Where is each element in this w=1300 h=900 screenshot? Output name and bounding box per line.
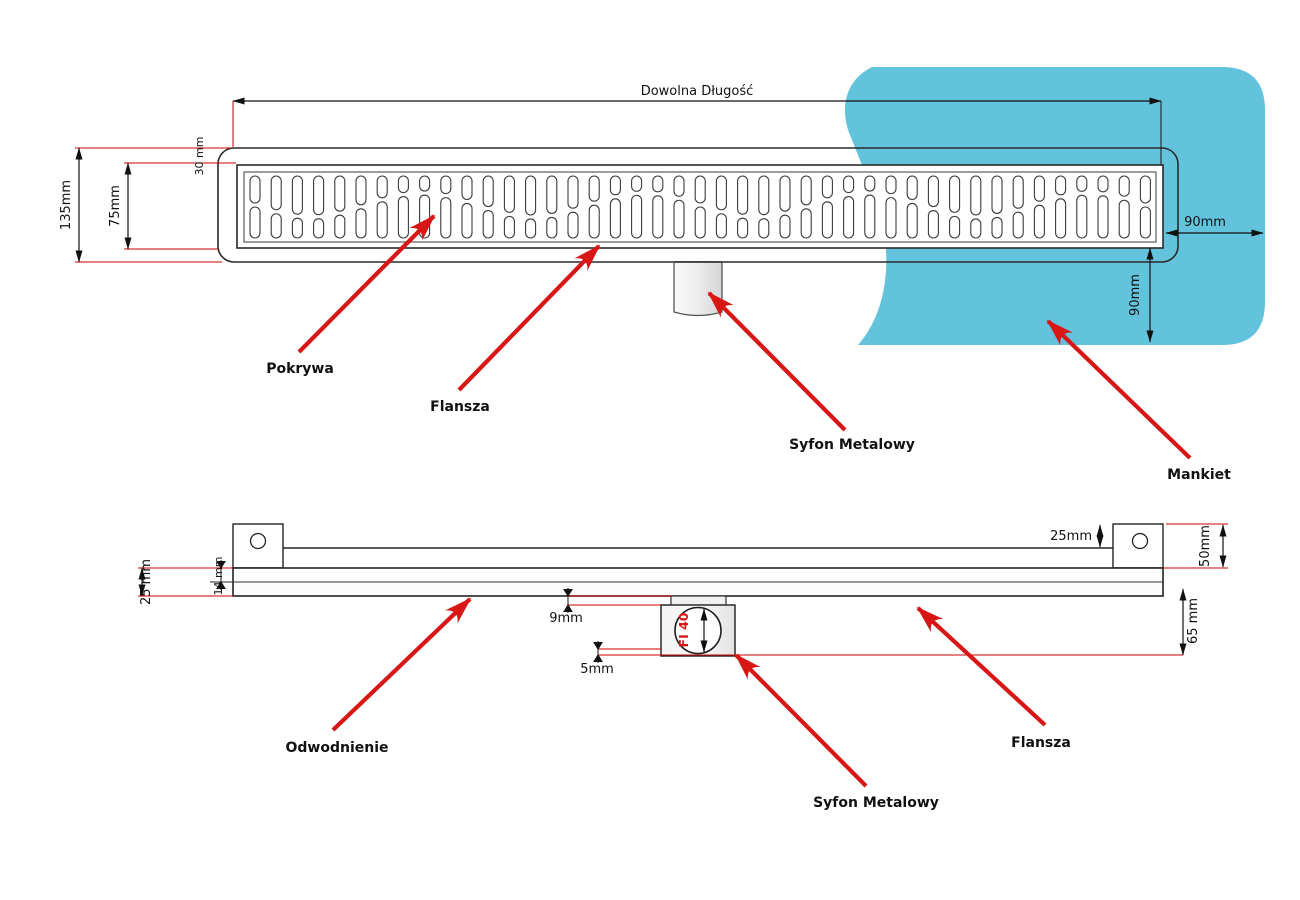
grate-slot: [928, 211, 938, 238]
syfon-top-arrow: [709, 293, 845, 430]
grate-slot: [1077, 195, 1087, 238]
offset-90-h-text: 90mm: [1184, 215, 1226, 230]
grate-slot: [441, 176, 451, 194]
grate-slot: [716, 214, 726, 238]
extension-lines-top: [75, 101, 236, 262]
flansza-bottom-arrow: [918, 608, 1045, 725]
grate-slot: [377, 176, 387, 198]
pokrywa-label: Pokrywa: [266, 361, 334, 377]
depth-65-text: 65 mm: [1186, 597, 1201, 645]
grate-slot: [398, 176, 408, 193]
grate-slot: [504, 176, 514, 212]
grate-slot: [1140, 207, 1150, 238]
grate-slot: [356, 176, 366, 205]
flansza-top-label: Flansza: [430, 399, 490, 415]
grate-slot: [950, 176, 960, 212]
height-135-text: 135mm: [59, 179, 74, 231]
odwodnienie-label: Odwodnienie: [285, 740, 389, 756]
left-tab-hole: [251, 534, 266, 549]
height-75-text: 75mm: [108, 185, 123, 227]
grate-slot: [844, 197, 854, 238]
grate-slot: [398, 197, 408, 238]
grate-slot: [992, 217, 1002, 238]
edge-30-text: 30 mm: [193, 136, 206, 176]
any-length-text: Dowolna Długość: [640, 84, 754, 99]
grate-slot: [1077, 176, 1087, 191]
grate-slot: [462, 176, 472, 199]
grate-slot: [377, 202, 387, 238]
grate-slot: [780, 176, 790, 211]
grate-slot: [674, 200, 684, 238]
grate-slot: [1056, 199, 1066, 238]
drop-9-text: 9mm: [549, 611, 583, 626]
syfon-bottom-arrow: [736, 655, 866, 786]
grate-slot: [716, 176, 726, 210]
siphon-pipe: [674, 262, 722, 316]
offset-90-v-text: 90mm: [1128, 274, 1143, 316]
odwodnienie-arrow: [333, 599, 470, 730]
grate-slot: [250, 176, 260, 203]
grate-slot: [1098, 196, 1108, 238]
grate-slot: [801, 176, 811, 205]
syfon-bottom-label: Syfon Metalowy: [813, 795, 939, 811]
grate-slot: [1119, 200, 1129, 238]
grate-slot: [441, 198, 451, 238]
grate-slot: [526, 176, 536, 215]
grate-slot: [992, 176, 1002, 213]
grate-slot: [292, 176, 302, 214]
grate-slot: [271, 214, 281, 238]
syfon-top-label: Syfon Metalowy: [789, 437, 915, 453]
grate-slot: [822, 202, 832, 238]
grate-slot: [738, 218, 748, 238]
grate-slot: [483, 176, 493, 207]
grate-slot: [589, 176, 599, 201]
profile-14-text: 14 mm: [212, 556, 225, 596]
grate-slot: [1013, 212, 1023, 238]
grate-slot: [674, 176, 684, 196]
fi40-text: FI 40: [676, 612, 691, 648]
grate-slot: [1119, 176, 1129, 196]
grate-slot: [971, 219, 981, 238]
grate-slot: [335, 215, 345, 238]
grate-slot: [1140, 176, 1150, 203]
flange-25-text: 25 mm: [139, 558, 154, 606]
dim-arrow: [594, 655, 602, 662]
grate-slot: [589, 205, 599, 238]
grate-slot: [610, 176, 620, 195]
grate-slot: [1056, 176, 1066, 195]
grate-slot: [865, 176, 875, 191]
grate-slot: [695, 176, 705, 203]
grate-slot: [314, 219, 324, 238]
grate-slot: [568, 212, 578, 238]
grate-slot: [314, 176, 324, 215]
grate-slot: [547, 217, 557, 238]
grate-slot: [483, 211, 493, 238]
grate-slot: [271, 176, 281, 210]
grate-slot: [526, 219, 536, 238]
grate-slot: [632, 176, 642, 191]
grate-slot: [1013, 176, 1023, 208]
mankiet-label: Mankiet: [1167, 467, 1231, 483]
grate-slot: [632, 195, 642, 238]
flansza-bottom-label: Flansza: [1011, 735, 1071, 751]
flansza-top-arrow: [459, 246, 599, 390]
grate-slot: [1034, 176, 1044, 201]
grate-slot: [822, 176, 832, 198]
grate-slot: [928, 176, 938, 207]
dim-arrow: [594, 643, 602, 650]
grate-slot: [250, 207, 260, 238]
grate-slot: [907, 176, 917, 199]
right-tab-hole: [1133, 534, 1148, 549]
grate-slot: [971, 176, 981, 215]
grate-slot: [610, 199, 620, 238]
grate-slot: [653, 176, 663, 192]
grate-slot: [865, 195, 875, 238]
grate-slot: [504, 216, 514, 238]
lip-5-text: 5mm: [580, 662, 614, 677]
grate-slots: [250, 176, 1150, 238]
grate-slot: [780, 215, 790, 238]
grate-slot: [950, 216, 960, 238]
grate-slot: [759, 176, 769, 215]
tab-25-text: 25mm: [1050, 529, 1092, 544]
grate-slot: [759, 219, 769, 238]
grate-slot: [420, 176, 430, 191]
grate-slot: [1098, 176, 1108, 192]
grate-slot: [1034, 205, 1044, 238]
grate-slot: [886, 176, 896, 194]
grate-slot: [547, 176, 557, 213]
grate-slot: [886, 198, 896, 238]
grate-slot: [292, 218, 302, 238]
grate-slot: [801, 209, 811, 238]
grate-slot: [653, 196, 663, 238]
grate-slot: [335, 176, 345, 211]
end-50-text: 50mm: [1198, 525, 1213, 567]
siphon-neck: [671, 596, 726, 606]
grate-slot: [568, 176, 578, 208]
grate-slot: [462, 203, 472, 238]
grate-slot: [695, 207, 705, 238]
grate-slot: [738, 176, 748, 214]
grate-slot: [356, 209, 366, 238]
grate-slot: [907, 203, 917, 238]
grate-slot: [844, 176, 854, 193]
